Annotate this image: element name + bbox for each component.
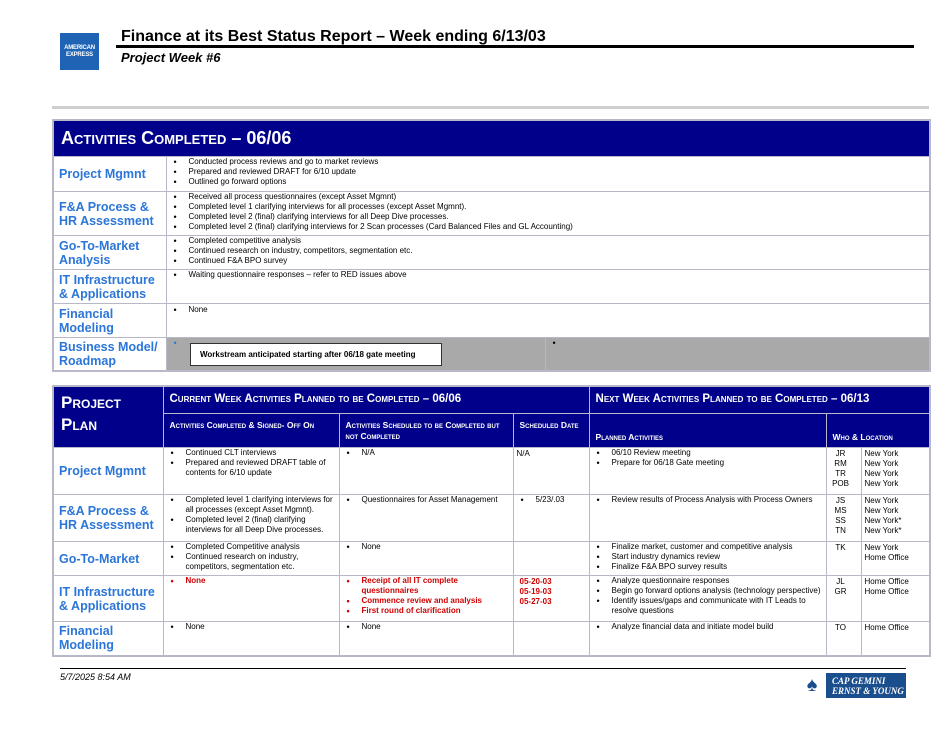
list-item: • Completed Competitive analysis [186,542,339,552]
col-who: Who & Location [826,414,930,448]
list-item: • Completed level 1 clarifying interviews for all processes (except Asset Mgmnt). [186,495,339,515]
cap-gemini-logo-text [826,676,904,696]
scheduled-list [340,542,513,552]
workstream-note: Workstream anticipated starting after 06/18 gate meeting [190,343,442,366]
report-title: Finance at its Best Status Report – Week ending 6/13/03 [121,28,546,45]
plan-category: Project Mgmnt [53,448,163,495]
location: Home Office [864,577,909,586]
planned-list [590,576,826,616]
location: New York [864,506,899,515]
initials: TN [835,526,846,535]
planned-list [590,622,826,632]
initials: POB [832,479,849,488]
list-item: • N/A [362,448,513,458]
list-item: • Continued CLT interviews [186,448,339,458]
footer-rule [60,668,906,669]
activities-title: Activities Completed – 06/06 [53,120,930,157]
list-item: • Questionnaires for Asset Management [362,495,513,505]
scheduled-list [340,448,513,458]
location: New York [864,479,899,488]
activity-category: IT Infrastructure & Applications [53,270,166,304]
col-date: Scheduled Date [513,414,589,448]
col-scheduled: Activities Scheduled to be Completed but not Completed [339,414,513,448]
scheduled-date: 05-20-03 [519,577,552,586]
list-item: • Waiting questionnaire responses – refer to RED issues above [189,270,930,280]
scheduled-list [340,622,513,632]
who-locations [861,542,930,576]
location: New York [864,449,899,458]
initials: SS [835,516,846,525]
initials: MS [834,506,847,515]
completed-list [164,622,339,632]
roadmap-cell-right [545,338,930,371]
location: Home Office [864,587,909,596]
location: New York [864,459,899,468]
who-locations [861,622,930,656]
logo-line1: CAP GEMINI [832,675,886,686]
initials: JS [835,496,846,505]
col-completed: Activities Completed & Signed- Off On [163,414,339,448]
location: Home Office [864,553,909,562]
scheduled-date [513,542,589,576]
completed-list [164,448,339,478]
project-plan-title-line1: Project [61,393,122,412]
planned-list [590,542,826,572]
logo-line2: ERNST & YOUNG [832,685,904,696]
who-locations [861,576,930,622]
separator-rule [52,106,929,109]
list-item: • Prepared and reviewed DRAFT for 6/10 update [189,167,930,177]
scheduled-date: • 5/23/.03 [536,495,589,505]
project-plan-title-line2: Plan [61,415,98,434]
activity-list [167,236,930,266]
who-initials [826,622,861,656]
list-item: • Continued research on industry, competitors, segmentation etc. [186,552,339,572]
who-initials [826,576,861,622]
who-locations [861,448,930,495]
spade-icon: ♠ [798,673,826,698]
scheduled-list [340,495,513,505]
list-item: • Continued research on industry, competitors, segmentation etc. [189,246,930,256]
list-item: • Finalize market, customer and competitive analysis [612,542,826,552]
scheduled-date [513,622,589,656]
initials: TK [835,543,846,552]
list-item: • Conducted process reviews and go to market reviews [189,157,930,167]
activity-category: Business Model/ Roadmap [53,338,166,371]
who-initials [826,448,861,495]
plan-category: Financial Modeling [53,622,163,656]
planned-list [590,495,826,505]
current-week-header: Current Week Activities Planned to be Completed – 06/06 [163,386,589,414]
initials: TR [835,469,846,478]
location: Home Office [864,623,909,632]
title-rule [116,45,914,48]
list-item: • First round of clarification [362,606,513,616]
location: New York [864,496,899,505]
col-planned: Planned Activities [589,414,826,448]
cap-gemini-logo [798,673,906,698]
scheduled-date: 05-27-03 [519,597,552,606]
location: New York [864,543,899,552]
activity-list [167,157,930,187]
completed-list [164,576,339,586]
project-plan-table [52,385,931,657]
list-item: • Prepare for 06/18 Gate meeting [612,458,826,468]
activity-category: Project Mgmnt [53,157,166,192]
initials: JR [835,449,846,458]
list-item: • Prepared and reviewed DRAFT table of contents for 6/10 update [186,458,339,478]
list-item: • None [362,542,513,552]
amex-logo [60,33,99,70]
list-item: • 06/10 Review meeting [612,448,826,458]
location: New York* [864,516,902,525]
initials: TO [835,623,847,632]
list-item: • Finalize F&A BPO survey results [612,562,826,572]
list-item: • Analyze financial data and initiate model build [612,622,826,632]
scheduled-date: N/A [513,448,589,495]
amex-logo-text: AMERICAN EXPRESS [64,44,95,58]
who-initials [826,495,861,542]
plan-category: Go-To-Market [53,542,163,576]
list-item: • Analyze questionnaire responses [612,576,826,586]
list-item: • Receipt of all IT complete questionnaires [362,576,513,596]
location: New York [864,469,899,478]
list-item: • Continued F&A BPO survey [189,256,930,266]
list-item: • Completed level 2 (final) clarifying interviews for all Deep Dive processes. [186,515,339,535]
list-item: • Outlined go forward options [189,177,930,187]
activity-category: Financial Modeling [53,304,166,338]
list-item: • None [186,576,339,586]
who-initials [826,542,861,576]
project-plan-title [53,386,163,448]
plan-category: IT Infrastructure & Applications [53,576,163,622]
who-locations [861,495,930,542]
list-item: • Start industry dynamics review [612,552,826,562]
list-item: • None [189,305,930,315]
initials: GR [834,587,847,596]
scheduled-dates [513,576,589,622]
list-item: • Review results of Process Analysis with Process Owners [612,495,826,505]
list-item: • Completed level 2 (final) clarifying interviews for 2 Scan processes (Card Balanced Files and GL Accounting) [189,222,930,232]
list-item: • Completed level 2 (final) clarifying interviews for all Deep Dive processes. [189,212,930,222]
list-item: • None [362,622,513,632]
initials: JL [836,577,845,586]
report-subtitle: Project Week #6 [121,50,221,65]
activity-category: Go-To-Market Analysis [53,236,166,270]
list-item: • Begin go forward options analysis (technology perspective) [612,586,826,596]
list-item: • Received all process questionnaires (except Asset Mgmnt) [189,192,930,202]
list-item: • Commence review and analysis [362,596,513,606]
activity-category: F&A Process & HR Assessment [53,192,166,236]
planned-list [590,448,826,468]
activity-list [167,192,930,232]
scheduled-date-list [514,495,589,505]
completed-list [164,495,339,535]
activity-list [167,270,930,280]
activity-list [167,304,930,315]
plan-category: F&A Process & HR Assessment [53,495,163,542]
scheduled-list [340,576,513,616]
completed-list [164,542,339,572]
location: New York* [864,526,902,535]
initials: RM [834,459,847,468]
list-item: • Completed competitive analysis [189,236,930,246]
list-item: • Completed level 1 clarifying interviews for all processes (except Asset Mgmnt). [189,202,930,212]
list-item: • Identify issues/gaps and communicate with IT Leads to resolve questions [612,596,826,616]
list-item: • None [186,622,339,632]
footer-date: 5/7/2025 8:54 AM [60,672,131,682]
next-week-header: Next Week Activities Planned to be Completed – 06/13 [589,386,930,414]
activities-table [52,119,931,372]
scheduled-date: 05-19-03 [519,587,552,596]
